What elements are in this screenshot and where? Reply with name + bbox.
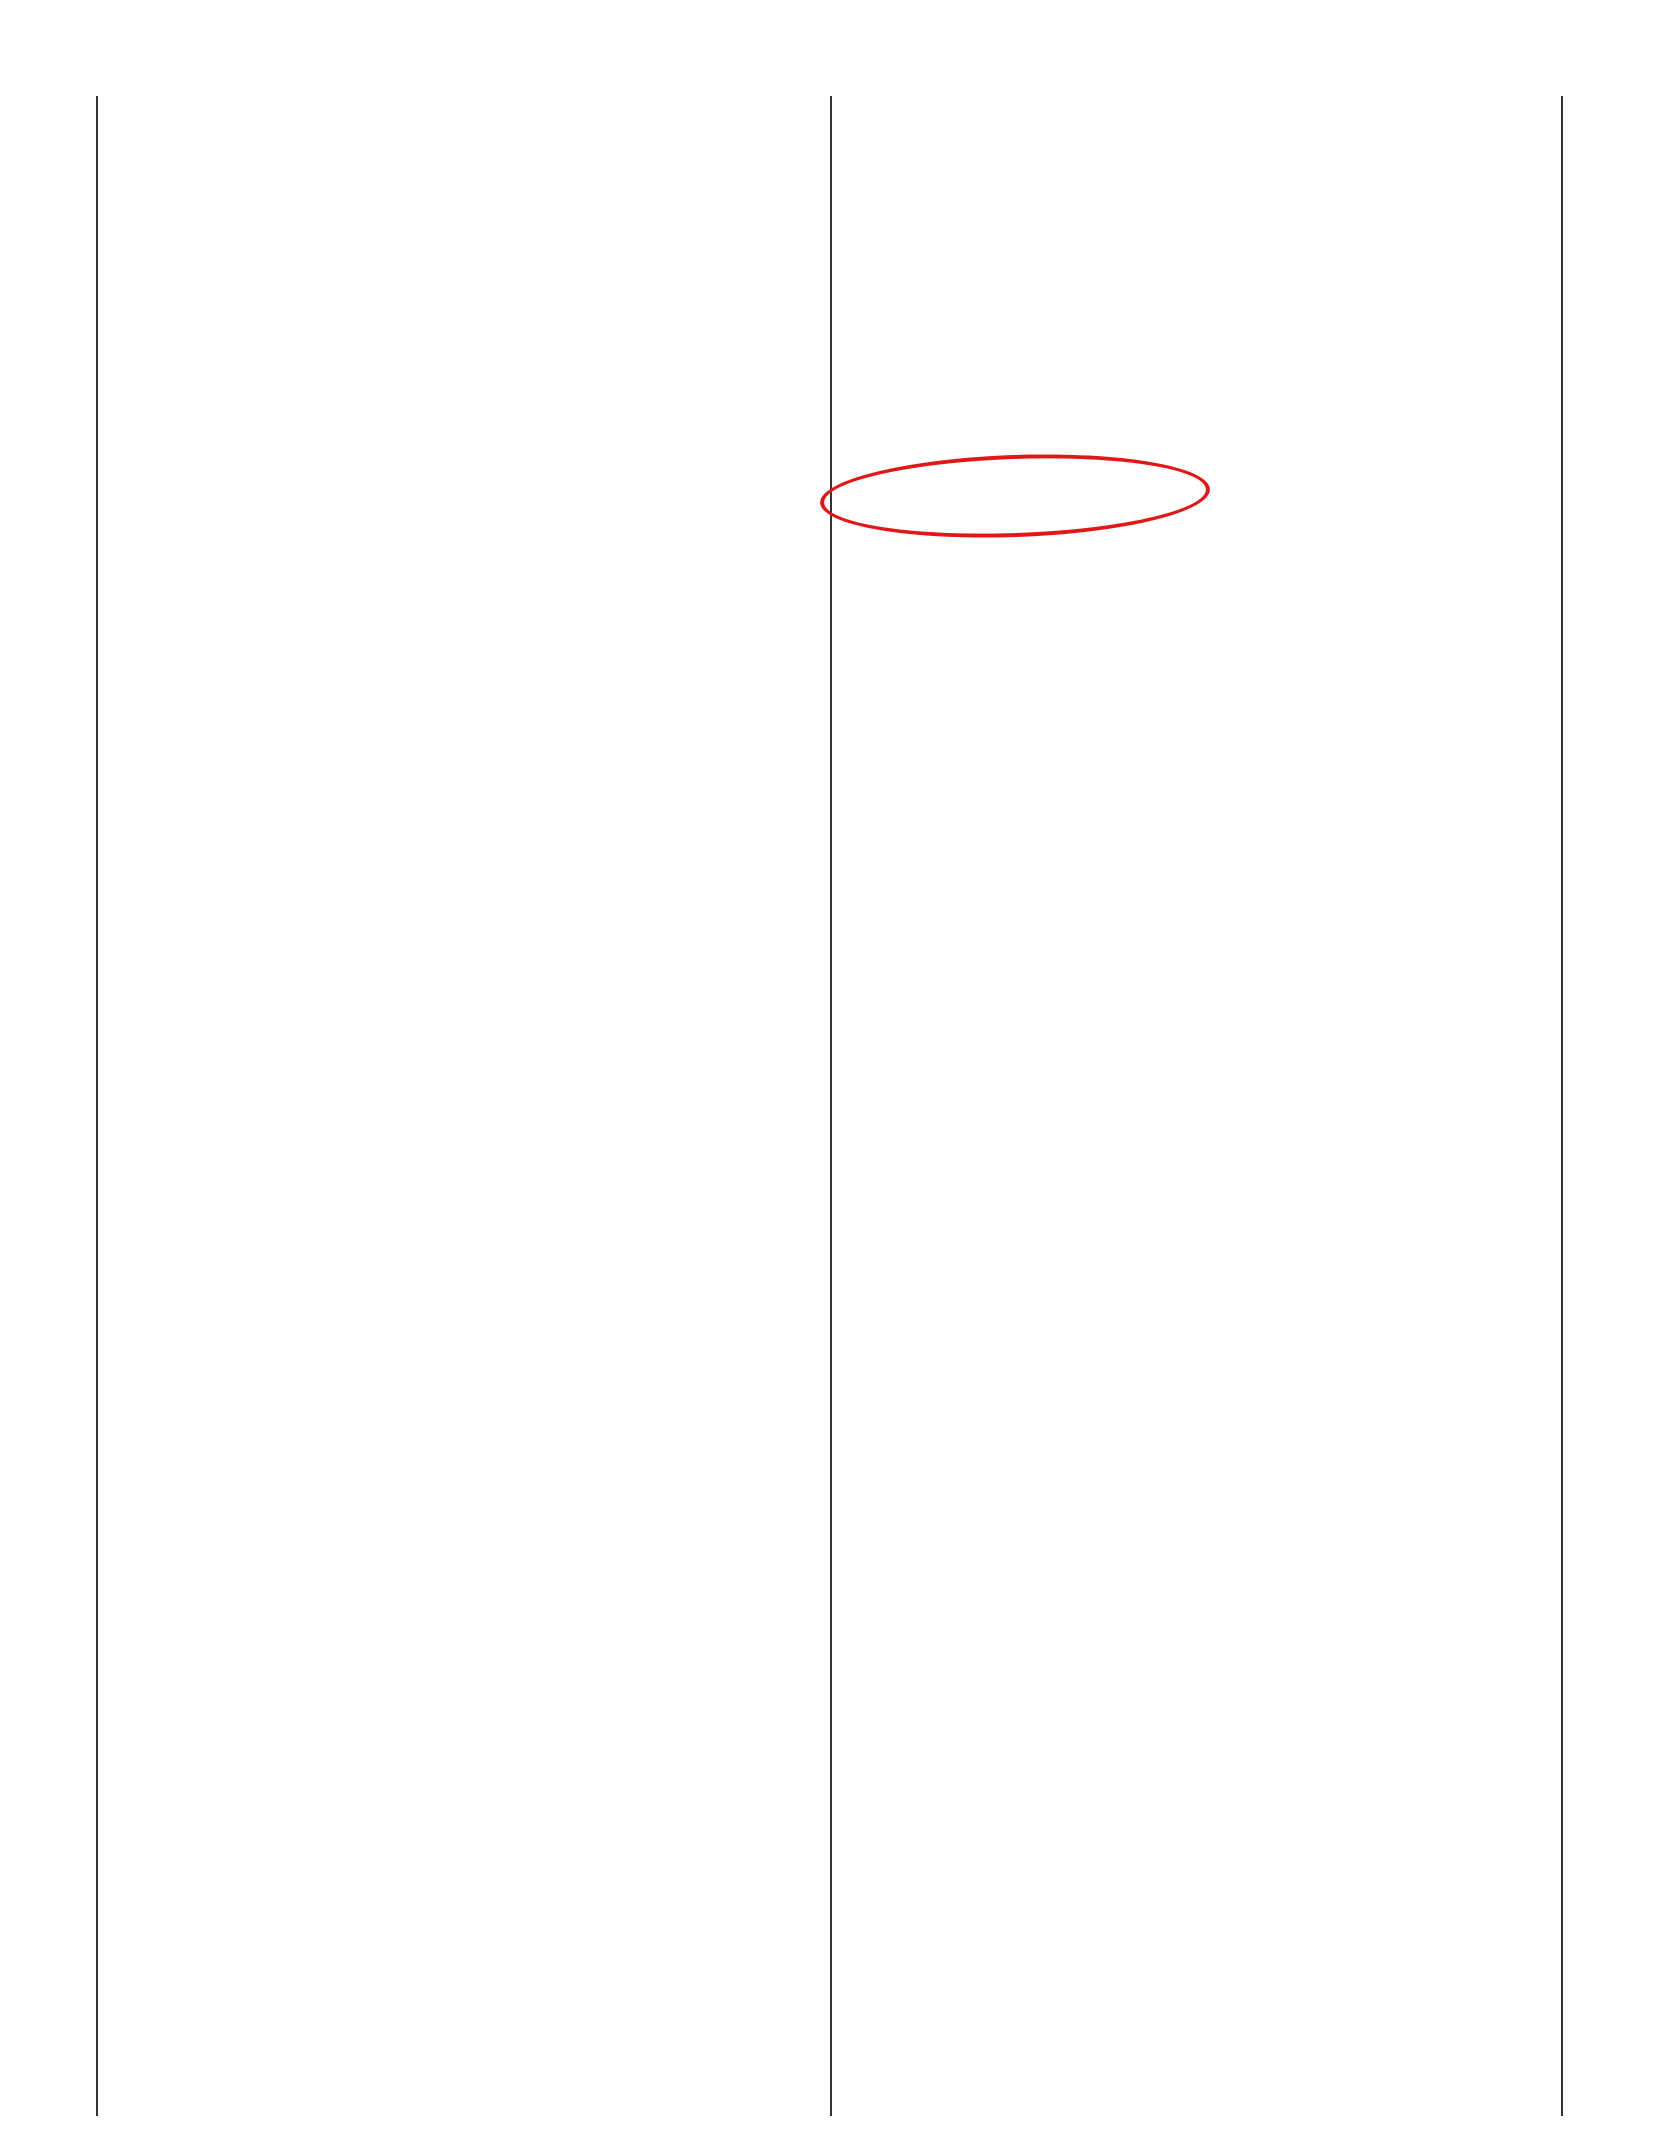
timing-marks-top xyxy=(0,0,1664,80)
ballot-column-left xyxy=(96,96,832,2116)
ballot-column-right xyxy=(829,96,1563,2116)
